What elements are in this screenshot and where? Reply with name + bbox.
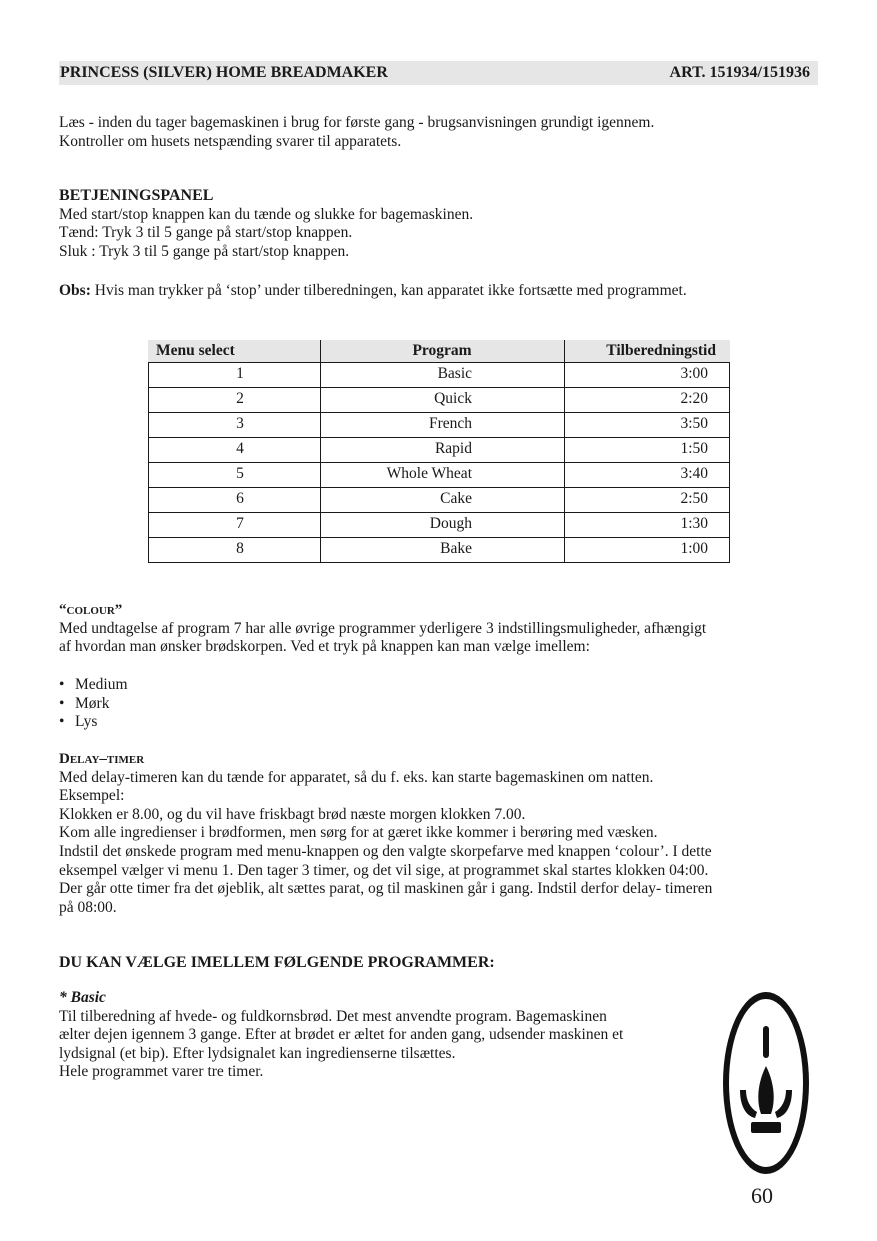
delay-line: på 08:00. bbox=[59, 898, 117, 916]
list-item: • Mørk bbox=[59, 695, 819, 714]
preparation-time: 2:20 bbox=[680, 390, 708, 407]
menu-number: 4 bbox=[236, 440, 244, 457]
section-heading: BETJENINGSPANEL bbox=[59, 187, 214, 204]
delay-line: Indstil det ønskede program med menu-knappen og den valgte skorpefarve med knappen ‘colour’. I dette bbox=[59, 842, 712, 860]
program-name: Rapid bbox=[434, 440, 472, 457]
table-row bbox=[148, 462, 730, 487]
basic-program-section bbox=[59, 989, 719, 1082]
program-label: * Basic bbox=[59, 989, 106, 1006]
table-row bbox=[148, 512, 730, 537]
control-panel-section bbox=[59, 187, 819, 261]
page-header bbox=[59, 61, 818, 85]
table-row bbox=[148, 437, 730, 462]
header-article-number: ART. 151934/151936 bbox=[669, 64, 810, 81]
menu-number: 2 bbox=[236, 390, 244, 407]
list-item: • Medium bbox=[59, 676, 819, 695]
header-title: PRINCESS (SILVER) HOME BREADMAKER bbox=[60, 64, 388, 81]
page-number: 60 bbox=[751, 1183, 773, 1208]
delay-line: Klokken er 8.00, og du vil have friskbagt brød næste morgen klokken 7.00. bbox=[59, 805, 526, 823]
preparation-time: 1:30 bbox=[680, 515, 708, 532]
delay-line: Der går otte timer fra det øjeblik, alt sættes parat, og til maskinen går i gang. Indstil derfor delay- timeren bbox=[59, 880, 713, 898]
preparation-time: 2:50 bbox=[680, 490, 708, 507]
program-name: Quick bbox=[434, 390, 472, 407]
intro-paragraph bbox=[59, 114, 819, 151]
program-name: French bbox=[428, 415, 472, 432]
colour-options bbox=[59, 676, 819, 732]
preparation-time: 1:50 bbox=[680, 440, 708, 457]
delay-line: Eksempel: bbox=[59, 787, 125, 805]
program-line: Hele programmet varer tre timer. bbox=[59, 1063, 264, 1081]
menu-number: 1 bbox=[236, 365, 244, 382]
menu-number: 7 bbox=[236, 515, 244, 532]
colour-section bbox=[59, 601, 819, 657]
table-rule bbox=[148, 562, 730, 563]
program-line: lydsignal (et bip). Efter lydsignalet kan ingredienserne tilsættes. bbox=[59, 1044, 456, 1062]
preparation-time: 3:40 bbox=[680, 465, 708, 482]
program-name: Basic bbox=[437, 365, 472, 382]
table-row bbox=[148, 362, 730, 387]
program-line: ælter dejen igennem 3 gange. Efter at brødet er æltet for anden gang, udsender maskinen et bbox=[59, 1026, 624, 1044]
column-header: Tilberedningstid bbox=[606, 342, 716, 359]
panel-line: Sluk : Tryk 3 til 5 gange på start/stop knappen. bbox=[59, 242, 350, 260]
panel-line: Med start/stop knappen kan du tænde og slukke for bagemaskinen. bbox=[59, 205, 474, 223]
colour-line: Med undtagelse af program 7 har alle øvrige programmer yderligere 3 indstillingsmuligheder, afhængigt bbox=[59, 619, 707, 637]
table-row bbox=[148, 387, 730, 412]
preparation-time: 3:00 bbox=[680, 365, 708, 382]
program-table bbox=[148, 340, 730, 562]
menu-number: 3 bbox=[236, 415, 244, 432]
column-header: Menu select bbox=[156, 342, 235, 359]
column-header: Program bbox=[412, 342, 472, 359]
princess-crown-logo-icon bbox=[722, 990, 810, 1176]
section-heading: DU KAN VÆLGE IMELLEM FØLGENDE PROGRAMMER: bbox=[59, 954, 495, 971]
table-row bbox=[148, 487, 730, 512]
preparation-time: 1:00 bbox=[680, 540, 708, 557]
preparation-time: 3:50 bbox=[680, 415, 708, 432]
list-item: • Lys bbox=[59, 713, 819, 732]
table-row bbox=[148, 412, 730, 437]
program-line: Til tilberedning af hvede- og fuldkornsbrød. Det mest anvendte program. Bagemaskinen bbox=[59, 1007, 607, 1025]
intro-line: Læs - inden du tager bagemaskinen i brug for første gang - brugsanvisningen grundigt igennem. bbox=[59, 114, 655, 131]
program-name: Whole Wheat bbox=[386, 465, 472, 482]
section-heading: Delay–timer bbox=[59, 751, 145, 767]
menu-number: 8 bbox=[236, 540, 244, 557]
delay-line: Med delay-timeren kan du tænde for apparatet, så du f. eks. kan starte bagemaskinen om natten. bbox=[59, 768, 654, 786]
program-name: Cake bbox=[440, 490, 472, 507]
intro-line: Kontroller om husets netspænding svarer til apparatets. bbox=[59, 132, 402, 150]
program-name: Dough bbox=[429, 515, 472, 532]
table-header-row bbox=[148, 340, 730, 362]
obs-note bbox=[59, 282, 819, 301]
obs-label: Obs: bbox=[59, 282, 91, 299]
table-row bbox=[148, 537, 730, 562]
panel-line: Tænd: Tryk 3 til 5 gange på start/stop knappen. bbox=[59, 224, 353, 242]
obs-text: Hvis man trykker på ‘stop’ under tilberedningen, kan apparatet ikke fortsætte med programmet. bbox=[90, 282, 687, 299]
programs-heading-block bbox=[59, 954, 819, 973]
menu-number: 5 bbox=[236, 465, 244, 482]
colour-line: af hvordan man ønsker brødskorpen. Ved et tryk på knappen kan man vælge imellem: bbox=[59, 638, 590, 656]
delay-line: Kom alle ingredienser i brødformen, men sørg for at gæret ikke kommer i berøring med væsken. bbox=[59, 824, 658, 842]
menu-number: 6 bbox=[236, 490, 244, 507]
delay-line: eksempel vælger vi menu 1. Den tager 3 timer, og det vil sige, at programmet skal startes klokken 04:00. bbox=[59, 861, 709, 879]
delay-timer-section bbox=[59, 750, 819, 917]
program-name: Bake bbox=[440, 540, 472, 557]
section-heading: “colour” bbox=[59, 602, 123, 618]
